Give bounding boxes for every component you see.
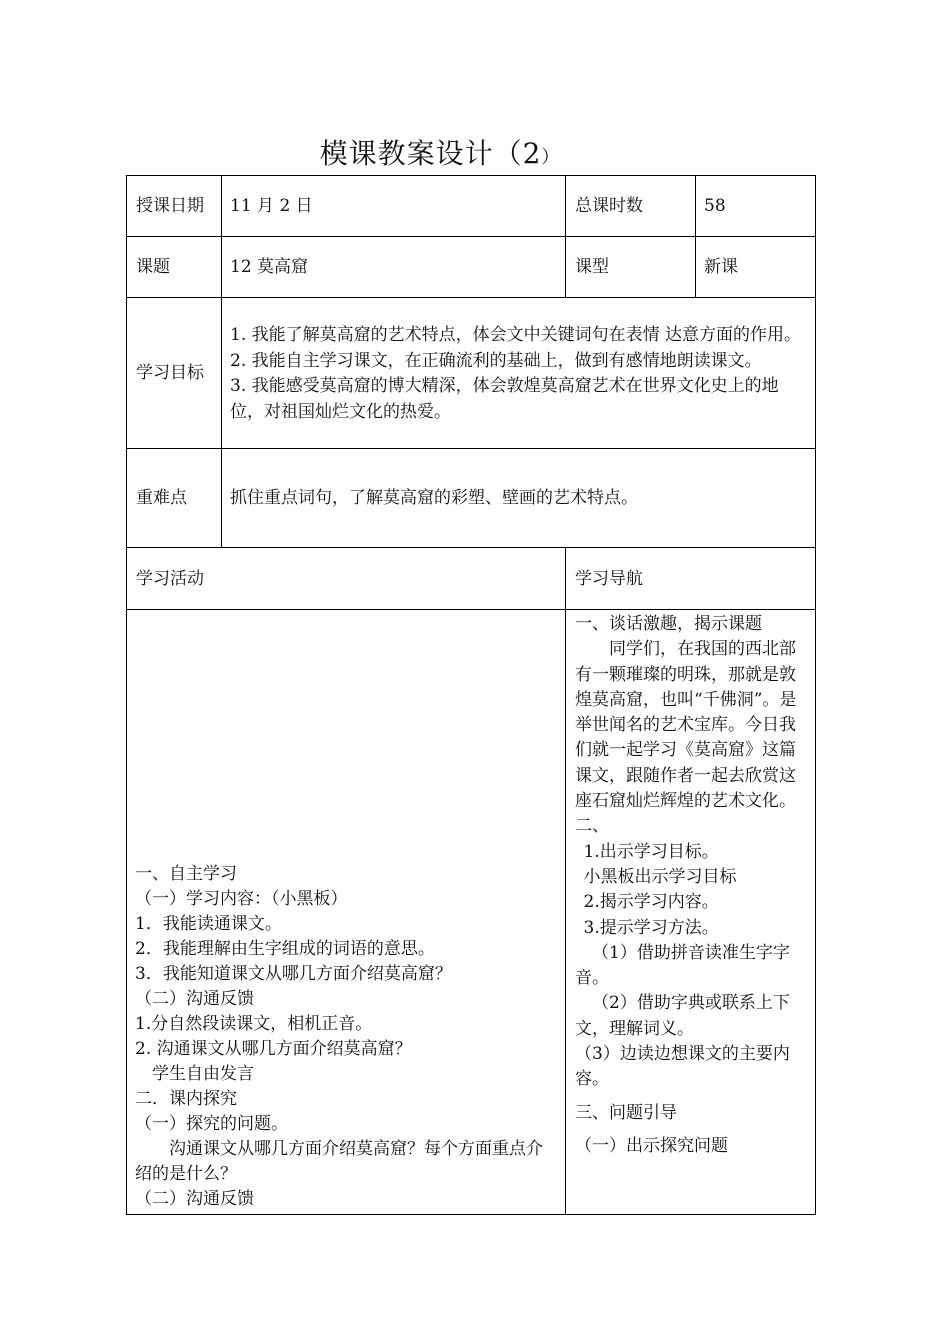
document-title (0, 132, 880, 172)
activity-line: 学生自由发言 (152, 1064, 254, 1084)
type-value: 新课 (696, 237, 816, 298)
guide-content (566, 610, 816, 1215)
guide-line: 一、谈话激趣，揭示课题 (575, 614, 762, 634)
activities-header: 学习活动 (127, 548, 566, 610)
activity-line: （二）沟通反馈 (135, 1189, 254, 1209)
guide-line: （3）边读边想课文的主要内容。 (575, 1044, 790, 1090)
title-tail: ） (541, 147, 561, 168)
goal-item: 1. 我能了解莫高窟的艺术特点，体会文中关键词句在表情 达意方面的作用。 (230, 325, 802, 345)
activity-line: 二．课内探究 (135, 1089, 237, 1109)
guide-header: 学习导航 (566, 548, 816, 610)
activity-line: 1.分自然段读课文，相机正音。 (135, 1014, 373, 1034)
guide-line: 3.提示学习方法。 (583, 917, 719, 938)
activities-content (127, 610, 566, 1215)
row-date (127, 176, 816, 237)
type-label: 课型 (566, 237, 696, 298)
hours-label: 总课时数 (566, 176, 696, 237)
row-columns-header (127, 548, 816, 610)
activity-line: （一）探究的问题。 (135, 1114, 288, 1134)
guide-line: （一）出示探究问题 (575, 1135, 728, 1156)
lesson-plan-table (126, 175, 816, 1215)
topic-label: 课题 (127, 237, 222, 298)
activity-line: 3．我能知道课文从哪几方面介绍莫高窟？ (135, 964, 452, 984)
goal-item: 3. 我能感受莫高窟的博大精深，体会敦煌莫高窟艺术在世界文化史上的地位，对祖国灿烂文化的热爱。 (230, 376, 779, 422)
guide-line: 1.出示学习目标。 (583, 841, 719, 862)
topic-value: 12 莫高窟 (222, 237, 566, 298)
title-main: 模课教案设计（2 (319, 137, 542, 170)
keypoints-label: 重难点 (127, 449, 222, 548)
row-keypoints (127, 449, 816, 548)
activity-line: 沟通课文从哪几方面介绍莫高窟？每个方面重点介绍的是什么？ (135, 1139, 543, 1184)
goals-label: 学习目标 (127, 298, 222, 449)
activity-line: 1．我能读通课文。 (135, 914, 282, 934)
date-label: 授课日期 (127, 176, 222, 237)
guide-line: 二、 (575, 816, 609, 837)
guide-line: 同学们，在我国的西北部有一颗璀璨的明珠，那就是敦煌莫高窟，也叫“千佛洞”。是举世闻名的艺术宝库。今日我们就一起学习《莫高窟》这篇课文，跟随作者一起去欣赏这座石窟灿烂辉煌的艺术文化。 (575, 639, 797, 812)
guide-line: 2.揭示学习内容。 (583, 892, 719, 913)
activity-line: （二）沟通反馈 (135, 989, 254, 1009)
date-value: 11 月 2 日 (222, 176, 566, 237)
guide-line: 三、问题引导 (575, 1102, 677, 1123)
activity-line: 一、自主学习 (135, 864, 237, 884)
guide-line: 小黑板出示学习目标 (583, 866, 737, 887)
row-body (127, 610, 816, 1215)
activity-line: 2．我能理解由生字组成的词语的意思。 (135, 939, 435, 959)
row-topic (127, 237, 816, 298)
goals-content (222, 298, 816, 449)
row-goals (127, 298, 816, 449)
activity-line: 2. 沟通课文从哪几方面介绍莫高窟？ (135, 1039, 412, 1059)
activity-line: （一）学习内容：（小黑板） (135, 889, 348, 909)
hours-value: 58 (696, 176, 816, 237)
goal-item: 2. 我能自主学习课文，在正确流利的基础上，做到有感情地朗读课文。 (230, 350, 762, 371)
guide-line: （1）借助拼音读准生字字音。 (575, 942, 790, 989)
guide-line: （2）借助字典或联系上下文，理解词义。 (575, 993, 790, 1039)
keypoints-text: 抓住重点词句，了解莫高窟的彩塑、壁画的艺术特点。 (222, 449, 816, 548)
